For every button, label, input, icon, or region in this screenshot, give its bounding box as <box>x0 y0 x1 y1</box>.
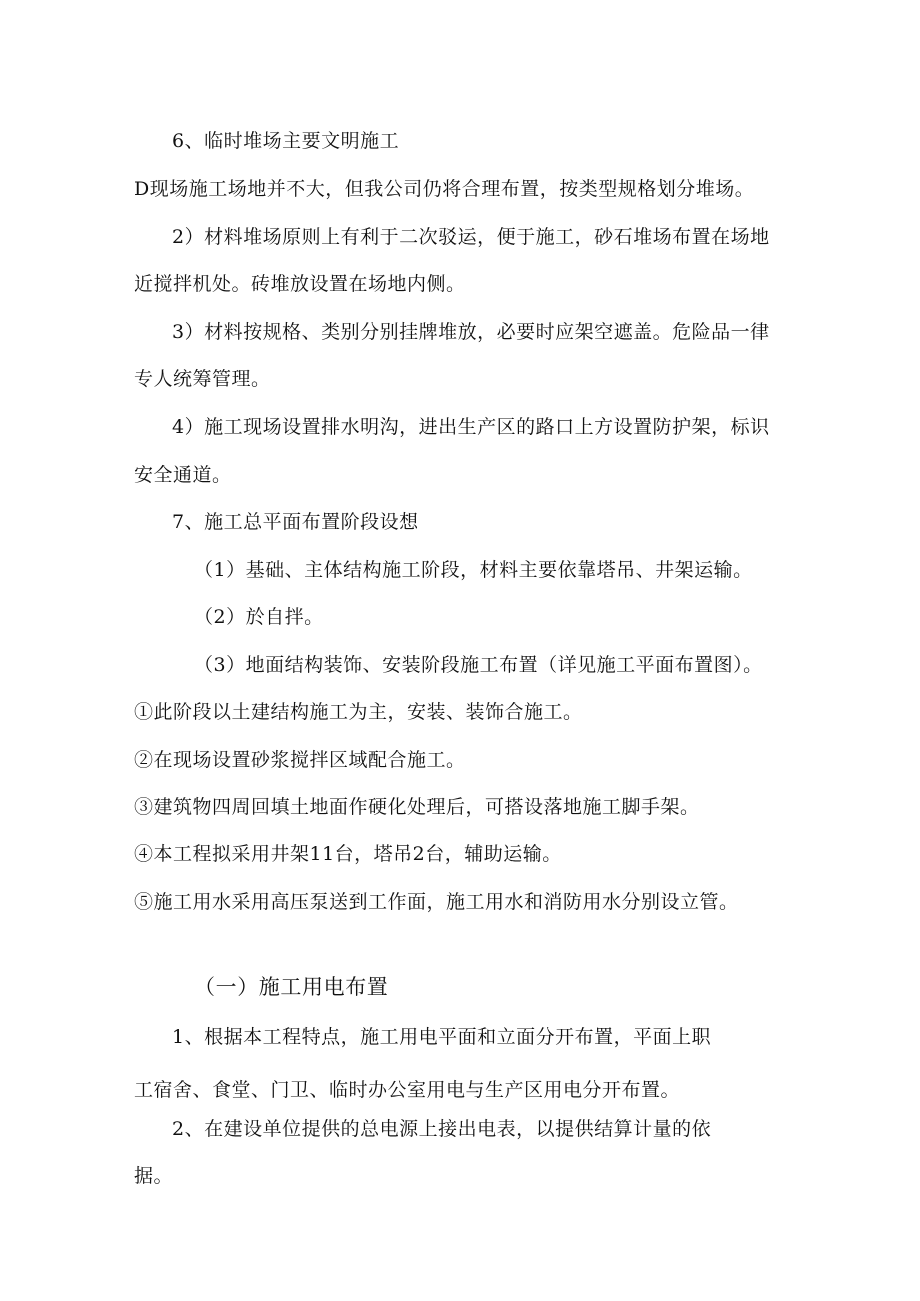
paragraph-line: 专人统筹管理。 <box>134 368 271 390</box>
list-item: ⑤施工用水采用高压泵送到工作面，施工用水和消防用水分别设立管。 <box>134 891 739 913</box>
paragraph-line: 4）施工现场设置排水明沟，进出生产区的路口上方设置防护架，标识 <box>172 416 770 438</box>
list-item: ②在现场设置砂浆搅拌区域配合施工。 <box>134 749 466 771</box>
paragraph-line: D现场施工场地并不大，但我公司仍将合理布置，按类型规格划分堆场。 <box>134 178 755 200</box>
section-heading-electricity: （一）施工用电布置 <box>194 975 389 999</box>
paragraph-line: （3）地面结构装饰、安装阶段施工布置（详见施工平面布置图）。 <box>194 654 763 676</box>
paragraph-line: 安全通道。 <box>134 464 232 486</box>
section-6-heading: 6、临时堆场主要文明施工 <box>172 130 400 152</box>
paragraph-line: 工宿舍、食堂、门卫、临时办公室用电与生产区用电分开布置。 <box>134 1079 681 1101</box>
paragraph-line: 3）材料按规格、类别分别挂牌堆放，必要时应架空遮盖。危险品一律 <box>172 321 770 343</box>
paragraph-line: 2）材料堆场原则上有利于二次驳运，便于施工，砂石堆场布置在场地 <box>172 226 770 248</box>
paragraph-line: 据。 <box>134 1165 174 1187</box>
list-item: ③建筑物四周回填土地面作硬化处理后，可搭设落地施工脚手架。 <box>134 796 700 818</box>
paragraph-line: 1、根据本工程特点，施工用电平面和立面分开布置，平面上职 <box>172 1026 712 1048</box>
paragraph-line: （2）於自拌。 <box>194 606 324 628</box>
paragraph-line: 近搅拌机处。砖堆放设置在场地内侧。 <box>134 273 466 295</box>
paragraph-line: （1）基础、主体结构施工阶段，材料主要依靠塔吊、井架运输。 <box>194 559 753 581</box>
list-item: ④本工程拟采用井架11台，塔吊2台，辅助运输。 <box>134 843 562 865</box>
paragraph-line: 2、在建设单位提供的总电源上接出电表，以提供结算计量的依 <box>172 1118 712 1140</box>
section-7-heading: 7、施工总平面布置阶段设想 <box>172 511 419 533</box>
list-item: ①此阶段以土建结构施工为主，安装、装饰合施工。 <box>134 701 583 723</box>
